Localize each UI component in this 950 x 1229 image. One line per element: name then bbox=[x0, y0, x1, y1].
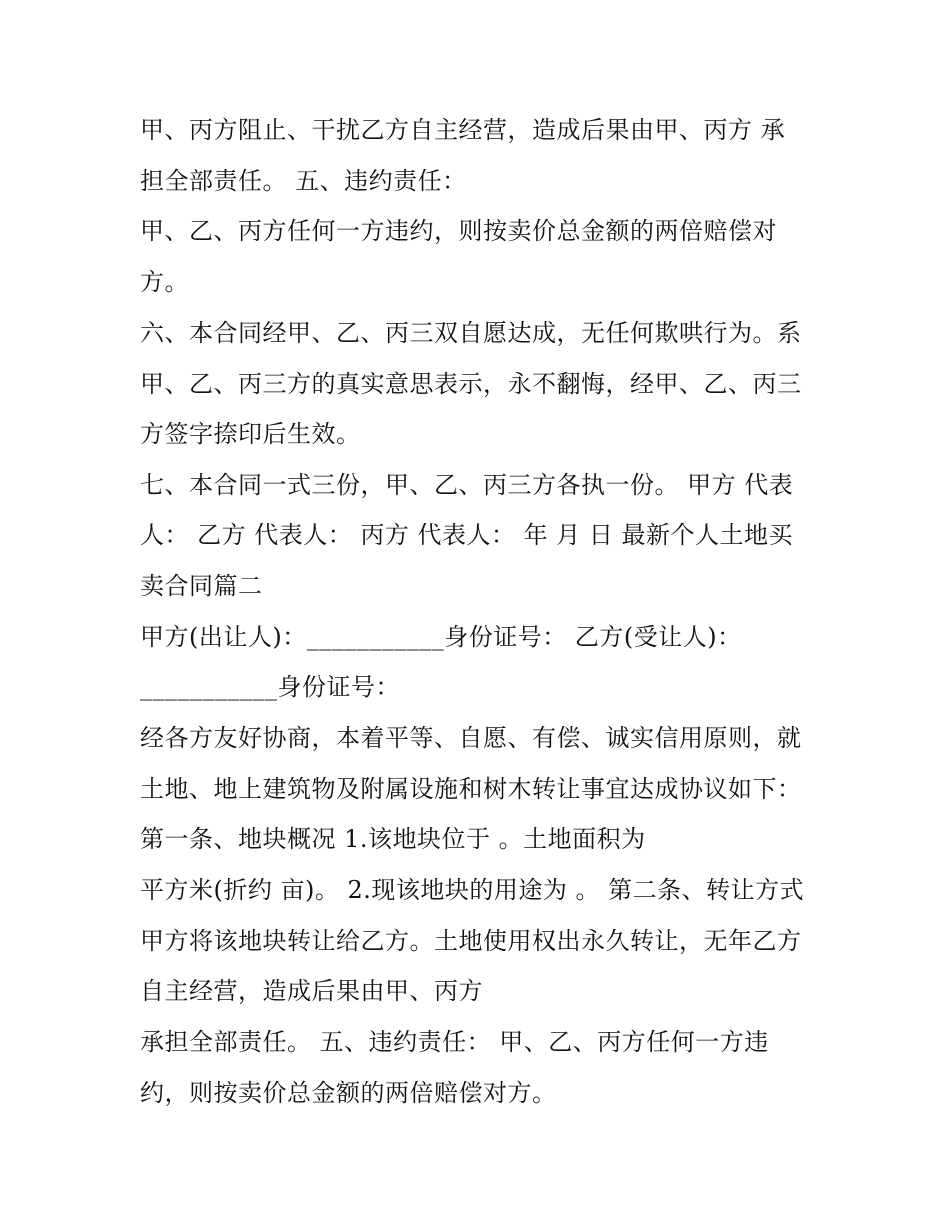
text-line: 承担全部责任。 五、违约责任： 甲、乙、丙方任何一方违 bbox=[140, 1028, 769, 1056]
text-line: 平方米(折约 亩)。 2.现该地块的用途为 。 第二条、转让方式 bbox=[140, 876, 805, 904]
text-line: 担全部责任。 五、违约责任： bbox=[140, 167, 467, 195]
text-line: 甲方(出让人)：___________身份证号： 乙方(受让人)： bbox=[140, 623, 742, 651]
text-line: 甲、乙、丙三方的真实意思表示，永不翻悔，经甲、乙、丙三 bbox=[140, 370, 802, 398]
text-line: 方签字捺印后生效。 bbox=[140, 420, 361, 448]
text-line: 七、本合同一式三份，甲、乙、丙三方各执一份。 甲方 代表 bbox=[140, 471, 794, 499]
text-line: 经各方友好协商，本着平等、自愿、有偿、诚实信用原则，就 bbox=[140, 724, 802, 752]
text-line: 甲、丙方阻止、干扰乙方自主经营，造成后果由甲、丙方 承 bbox=[140, 116, 786, 144]
text-line: ___________身份证号： bbox=[140, 673, 400, 701]
text-line: 卖合同篇二 bbox=[140, 572, 263, 600]
text-line: 甲、乙、丙方任何一方违约，则按卖价总金额的两倍赔偿对 bbox=[140, 217, 777, 245]
text-line: 约，则按卖价总金额的两倍赔偿对方。 bbox=[140, 1079, 557, 1107]
text-line: 六、本合同经甲、乙、丙三双自愿达成，无任何欺哄行为。系 bbox=[140, 319, 802, 347]
text-line: 方。 bbox=[140, 268, 189, 296]
text-line: 人： 乙方 代表人： 丙方 代表人： 年 月 日 最新个人土地买 bbox=[140, 521, 794, 549]
text-line: 自主经营，造成后果由甲、丙方 bbox=[140, 977, 483, 1005]
text-line: 第一条、地块概况 1.该地块位于 。土地面积为 bbox=[140, 825, 646, 853]
text-line: 土地、地上建筑物及附属设施和树木转让事宜达成协议如下： bbox=[140, 775, 802, 803]
text-line: 甲方将该地块转让给乙方。土地使用权出永久转让，无年乙方 bbox=[140, 927, 802, 955]
